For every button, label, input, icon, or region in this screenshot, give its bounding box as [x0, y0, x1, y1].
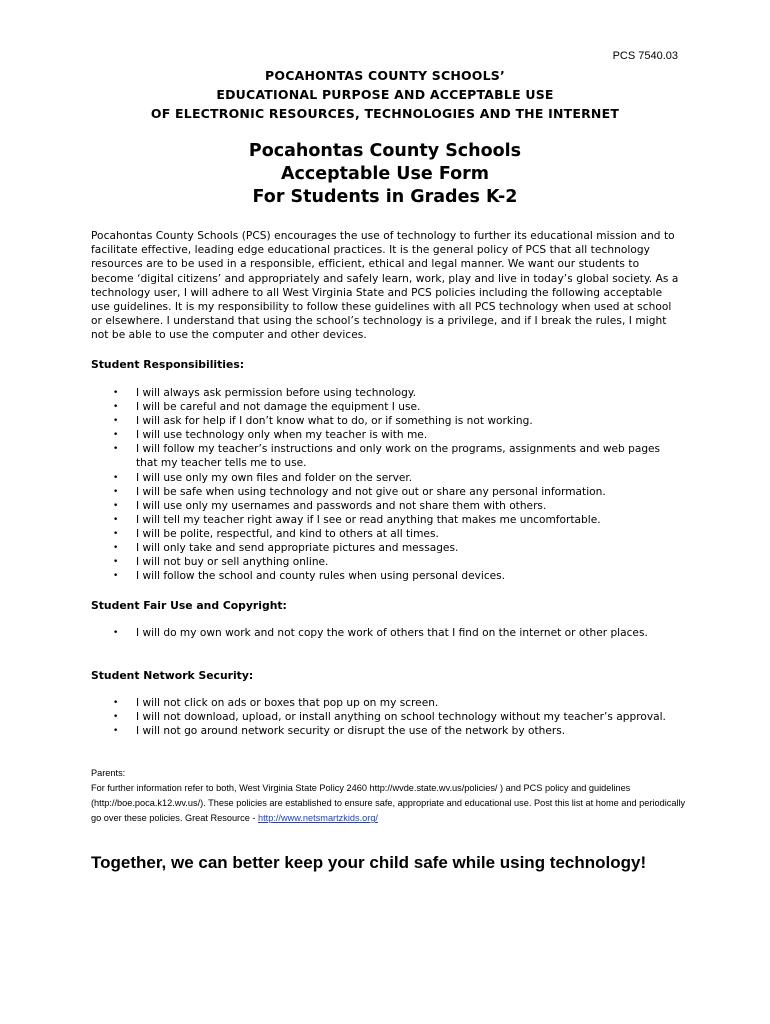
bullet-icon: •: [113, 528, 119, 539]
bullet-icon: •: [113, 444, 119, 455]
list-item: [91, 724, 681, 738]
responsibilities-heading: Student Responsibilities:: [91, 358, 245, 371]
list-item: [91, 400, 681, 414]
parents-body: For further information refer to both, West Virginia State Policy 2460 http://wvde.state.wv.us/policies/ ) and PCS policy and guidelines (http://boe.poca.k12.wv.us/). These policies are established to ensure safe, appropriate and educational use. Post this list at home and periodically go over these policies. Great Resource -: [91, 783, 686, 823]
list-item-text: I will not click on ads or boxes that pop up on my screen.: [136, 697, 439, 709]
header-line-3: OF ELECTRONIC RESOURCES, TECHNOLOGIES AND THE INTERNET: [150, 106, 620, 121]
bullet-icon: •: [113, 430, 119, 441]
list-item-text: I will not go around network security or disrupt the use of the network by others.: [136, 725, 566, 738]
security-heading: Student Network Security:: [91, 669, 254, 682]
security-list: [91, 696, 681, 738]
list-item: [91, 626, 681, 640]
fair-use-list: [91, 626, 681, 640]
list-item: [91, 442, 681, 470]
bullet-icon: •: [113, 514, 119, 525]
bullet-icon: •: [113, 698, 119, 708]
bullet-icon: •: [113, 571, 119, 582]
parents-text: [91, 781, 691, 826]
responsibilities-list: [91, 386, 681, 583]
bullet-icon: •: [113, 726, 119, 737]
form-title: [0, 140, 770, 209]
intro-paragraph: Pocahontas County Schools (PCS) encourages the use of technology to further its educational mission and to facilitate effective, leading edge educational practices. It is the general policy of PCS that all technology resources are to be used in a responsible, efficient, ethical and legal manner. We want our students to become ‘digital citizens’ and appropriately and safely learn, work, play and live in today’s global society. As a technology user, I will adhere to all West Virginia State and PCS policies including the following acceptable use guidelines. It is my responsibility to follow these guidelines with all PCS technology when used at school or elsewhere. I understand that using the school’s technology is a privilege, and if I break the rules, I might not be able to use the computer and other devices.: [91, 230, 679, 342]
list-item: [91, 513, 681, 527]
header-line-1: POCAHONTAS COUNTY SCHOOLS’: [265, 68, 505, 83]
bullet-icon: •: [113, 486, 119, 497]
list-item: [91, 499, 681, 513]
list-item: [91, 696, 681, 710]
netsmartz-link[interactable]: http://www.netsmartzkids.org/: [258, 813, 378, 823]
form-title-line-3: For Students in Grades K-2: [252, 187, 518, 207]
list-item: [91, 569, 681, 583]
policy-code: PCS 7540.03: [612, 50, 678, 62]
bullet-icon: •: [113, 628, 119, 638]
list-item: [91, 541, 681, 555]
form-title-line-1: Pocahontas County Schools: [248, 141, 522, 161]
list-item: [91, 414, 681, 428]
bullet-icon: •: [113, 472, 119, 483]
list-item-text: I will always ask permission before using technology.: [136, 387, 416, 399]
list-item-text: I will use only my own files and folder on the server.: [136, 471, 413, 484]
list-item-text: I will only take and send appropriate pictures and messages.: [136, 542, 459, 555]
bullet-icon: •: [113, 543, 119, 554]
bullet-icon: •: [113, 557, 119, 568]
document-header: [0, 66, 770, 123]
list-item: [91, 485, 681, 499]
fair-use-heading: Student Fair Use and Copyright:: [91, 599, 287, 612]
list-item-text: I will follow the school and county rules when using personal devices.: [136, 570, 506, 583]
bullet-icon: •: [113, 712, 119, 723]
header-line-2: EDUCATIONAL PURPOSE AND ACCEPTABLE USE: [216, 87, 554, 102]
list-item-text: I will be careful and not damage the equipment I use.: [136, 401, 421, 414]
list-item-text: I will tell my teacher right away if I see or read anything that makes me uncomfortable.: [136, 513, 601, 526]
parents-label: Parents:: [91, 768, 126, 778]
list-item-text: I will be safe when using technology and not give out or share any personal information.: [136, 485, 606, 498]
list-item-text: I will not buy or sell anything online.: [136, 556, 329, 569]
list-item: [91, 527, 681, 541]
list-item-text: I will follow my teacher’s instructions and only work on the programs, assignments and web pages that my teacher tells me to use.: [136, 443, 661, 470]
bullet-icon: •: [113, 388, 119, 398]
parents-note: [91, 766, 691, 826]
list-item-text: I will do my own work and not copy the work of others that I find on the internet or other places.: [136, 627, 648, 639]
form-title-line-2: Acceptable Use Form: [280, 164, 490, 184]
bullet-icon: •: [113, 402, 119, 413]
bullet-icon: •: [113, 500, 119, 511]
list-item: [91, 471, 681, 485]
list-item: [91, 428, 681, 442]
list-item: [91, 710, 681, 724]
list-item-text: I will be polite, respectful, and kind to others at all times.: [136, 527, 439, 540]
list-item-text: I will ask for help if I don’t know what to do, or if something is not working.: [136, 415, 533, 428]
list-item-text: I will use only my usernames and passwords and not share them with others.: [136, 499, 547, 512]
list-item-text: I will not download, upload, or install anything on school technology without my teacher’s approval.: [136, 711, 666, 724]
list-item: [91, 555, 681, 569]
list-item: [91, 386, 681, 400]
bullet-icon: •: [113, 416, 119, 427]
list-item-text: I will use technology only when my teacher is with me.: [136, 429, 428, 442]
closing-statement: Together, we can better keep your child safe while using technology!: [91, 853, 647, 872]
